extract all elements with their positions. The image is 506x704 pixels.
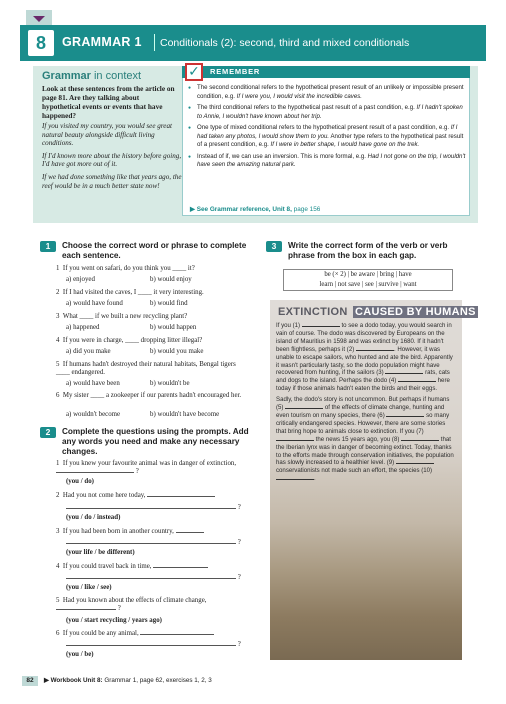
title-rest: in context	[90, 70, 142, 82]
exercise-instruction: Write the correct form of the verb or verb phrase from the box in each gap.	[288, 241, 448, 260]
question: 3 If you had been born in another country,	[56, 528, 246, 536]
question: 5 If humans hadn't destroyed their natural habitats, Bengal tigers ____ endangered.	[56, 361, 236, 377]
prompt-hint: (you / like / see)	[66, 584, 112, 591]
example-sentence: If you visited my country, you would see great natural beauty alongside difficult living conditions.	[42, 122, 172, 148]
option-b[interactable]: b) would happen	[150, 324, 197, 331]
option-b[interactable]: b) wouldn't be	[150, 380, 190, 387]
prompt-hint: (you / be)	[66, 651, 94, 658]
word-box	[283, 269, 453, 291]
question: 6 If you could be any animal,	[56, 630, 246, 638]
gap-7[interactable]	[276, 440, 314, 441]
page-number: 82	[22, 676, 38, 686]
option-a[interactable]: a) enjoyed	[66, 276, 95, 283]
gap-9[interactable]	[396, 463, 434, 464]
gap-6[interactable]	[386, 416, 424, 417]
example-sentence: If I'd known more about the history before going, I'd have got more out of it.	[42, 151, 182, 169]
prompt-hint: (you / start recycling / years ago)	[66, 617, 162, 624]
answer-line[interactable]: ?	[66, 504, 241, 512]
article-paragraph: If you (1) to see a dodo today, you would search in vain of course. The dodo was discovered by Europeans on the island of Mauritius in 1598 and was extinct by 1680. If it hadn't been flightless, perhaps it (2) . However, it was unable to escape sailors, who hunted and ate the bird. Apparently it wasn't particularly tasty, so the dodo population might have recovered from hunting, if the sailors (3) rats, cats and dogs to the island. Perhaps the dodo (4) here today if those animals hadn't eaten the birds and their eggs.	[276, 322, 453, 393]
gap-4[interactable]	[398, 381, 436, 382]
option-a[interactable]: a) would have been	[66, 380, 120, 387]
answer-line[interactable]: ?	[66, 641, 241, 649]
exercise-instruction: Choose the correct word or phrase to complete each sentence.	[62, 241, 247, 260]
prompt-hint: (your life / be different)	[66, 549, 135, 556]
option-a[interactable]: a) would have found	[66, 300, 123, 307]
gap-10[interactable]	[276, 479, 314, 480]
exercise-instruction: Complete the questions using the prompts. Add any words you need and make any necessary changes.	[62, 427, 249, 456]
option-b[interactable]: b) would enjoy	[150, 276, 192, 283]
exercise-number: 2	[40, 427, 56, 438]
grammar-reference-link[interactable]: ▶ See Grammar reference, Unit 8, page 156	[190, 206, 321, 213]
question: 4 If you were in charge, ____ dropping litter illegal?	[56, 337, 203, 344]
question: 1 If you went on safari, do you think you ____ it?	[56, 265, 195, 272]
option-a[interactable]: a) wouldn't become	[66, 411, 121, 418]
gap-1[interactable]	[302, 326, 340, 327]
question: 2 If I had visited the caves, I ____ it very interesting.	[56, 289, 204, 296]
grammar-context-examples	[42, 122, 182, 194]
article-body	[276, 322, 456, 486]
prompt-hint: (you / do / instead)	[66, 514, 121, 521]
example-sentence: If we had done something like that years ago, the reef would be in a much better state now!	[42, 172, 182, 190]
option-a[interactable]: a) did you make	[66, 348, 111, 355]
gap-3[interactable]	[385, 373, 423, 374]
grammar-context-title	[42, 70, 141, 82]
header-divider	[154, 34, 155, 51]
question: 5 Had you known about the effects of climate change, ?	[56, 597, 207, 613]
section-subtitle: Conditionals (2): second, third and mixed conditionals	[160, 37, 410, 49]
question: 6 My sister ____ a zookeeper if our parents hadn't encouraged her.	[56, 392, 242, 399]
article-title: EXTINCTION CAUSED BY HUMANS	[278, 306, 476, 318]
unit-number-badge: 8	[28, 30, 54, 56]
remember-point: ● The third conditional refers to the hypothetical past result of a past condition, e.g. If I hadn't spoken to Annie, I wouldn't have known about her trip.	[188, 104, 468, 121]
gap-2[interactable]	[356, 350, 394, 351]
word-box-line: be (× 2) | be aware | bring | have	[324, 271, 412, 278]
exercise-number: 1	[40, 241, 56, 252]
workbook-reference[interactable]: ▶ Workbook Unit 8: Grammar 1, page 62, exercises 1, 2, 3	[44, 677, 212, 684]
option-a[interactable]: a) happened	[66, 324, 100, 331]
answer-line[interactable]: ?	[66, 574, 241, 582]
article-paragraph: Sadly, the dodo's story is not uncommon. But perhaps if humans (5) of the effects of climate change, hunting and even tourism on many species, there (6) so many critically endangered species. However, there are some stories that bring hope to animals close to extinction. If you (7) the news 15 years ago, you (8) that the Iberian lynx was in danger of becoming extinct. Today, thanks to the efforts made through conservation initiatives, the population has slowly increased to a healthier level. (9) conservationists not made such an effort, the species (10) .	[276, 396, 454, 483]
remember-point: ● The second conditional refers to the hypothetical present result of an unlikely or impossible present condition, e.g. If I were you, I would visit the incredible caves.	[188, 84, 468, 101]
option-b[interactable]: b) would you make	[150, 348, 204, 355]
option-b[interactable]: b) wouldn't have become	[150, 411, 220, 418]
gap-8[interactable]	[401, 440, 439, 441]
exercise-number: 3	[266, 241, 282, 252]
remember-heading: REMEMBER	[182, 66, 470, 78]
answer-line[interactable]: ?	[66, 539, 241, 547]
option-b[interactable]: b) would find	[150, 300, 188, 307]
section-title: GRAMMAR 1	[62, 35, 142, 49]
gap-5[interactable]	[285, 408, 323, 409]
remember-list	[188, 84, 468, 173]
prompt-hint: (you / do)	[66, 478, 94, 485]
word-box-line: learn | not save | see | survive | want	[319, 281, 417, 288]
grammar-context-instruction: Look at these sentences from the article on page 81. Are they talking about hypothetical events or events that have happened?	[42, 84, 175, 120]
question: 3 What ____ if we built a new recycling plant?	[56, 313, 188, 320]
checkmark-icon: ✓	[185, 63, 203, 81]
remember-point: ● Instead of if, we can use an inversion. This is more formal, e.g. Had I not gone on the trip, I wouldn't have seen the amazing natural park.	[188, 153, 468, 170]
question: 2 Had you not come here today,	[56, 492, 246, 500]
question: 1 If you knew your favourite animal was in danger of extinction, ?	[56, 460, 237, 476]
question: 4 If you could travel back in time,	[56, 563, 246, 571]
title-bold: Grammar	[42, 70, 91, 82]
remember-point: ● One type of mixed conditional refers to the hypothetical present result of a past condition, e.g. If I had taken any photos, I would show them to you. Another type refers to the hypothetical past result of a present condition, e.g. If I were in better shape, I would have gone on the trek.	[188, 124, 468, 150]
